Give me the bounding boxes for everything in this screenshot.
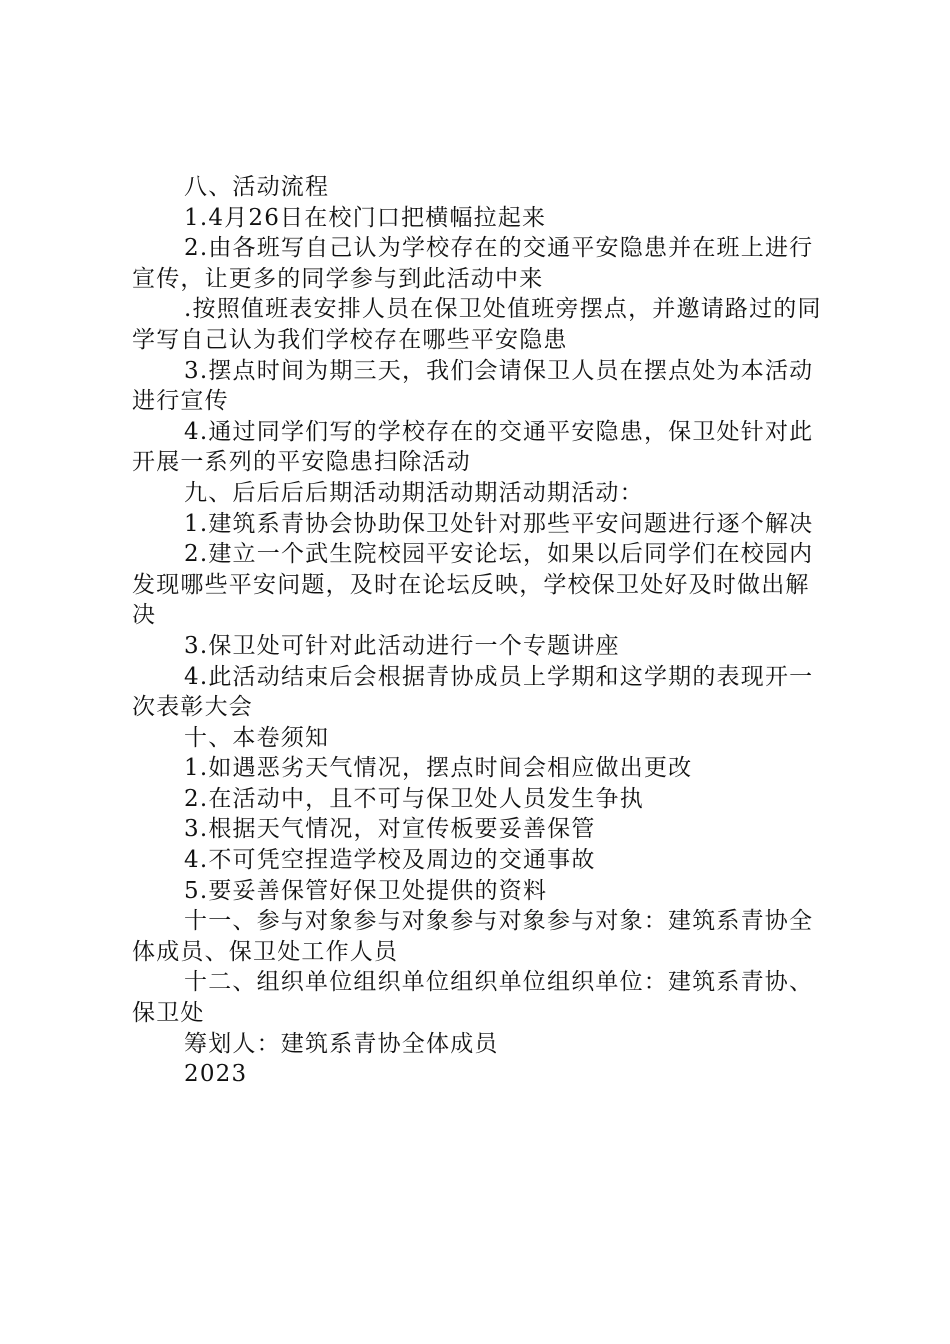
- paragraph-item: 3.根据天气情况，对宣传板要妥善保管: [184, 816, 596, 843]
- paragraph-item: 4.通过同学们写的学校存在的交通平安隐患，保卫处针对此开展一系列的平安隐患扫除活动: [132, 418, 814, 476]
- paragraph-item: 2.由各班写自己认为学校存在的交通平安隐患并在班上进行宣传，让更多的同学参与到此活动中来: [132, 235, 814, 292]
- paragraph-item: 1.4月26日在校门口把横幅拉起来: [184, 204, 547, 231]
- paragraph-item: 1.如遇恶劣天气情况，摆点时间会相应做出更改: [184, 755, 693, 782]
- planner-line: 筹划人：建筑系青协全体成员: [184, 1030, 499, 1057]
- paragraph-item: 4.不可凭空捏造学校及周边的交通事故: [184, 847, 596, 874]
- paragraph-item: .按照值班表安排人员在保卫处值班旁摆点，并邀请路过的同学写自己认为我们学校存在哪些平安隐患: [132, 296, 822, 353]
- section-heading-9: 九、后后后后期活动期活动期活动期活动：: [184, 479, 644, 506]
- paragraph-item: 4.此活动结束后会根据青协成员上学期和这学期的表现开一次表彰大会: [132, 663, 814, 721]
- document-body: [132, 172, 832, 1090]
- paragraph-item: 1.建筑系青协会协助保卫处针对那些平安问题进行逐个解决: [184, 510, 814, 537]
- paragraph-item: 2.在活动中，且不可与保卫处人员发生争执: [184, 785, 644, 812]
- section-heading-12: 十二、组织单位组织单位组织单位组织单位：建筑系青协、保卫处: [132, 969, 814, 1027]
- section-heading-10: 十、本卷须知: [184, 724, 330, 751]
- year-line: 2023: [184, 1061, 248, 1088]
- paragraph-item: 3.摆点时间为期三天，我们会请保卫人员在摆点处为本活动进行宣传: [132, 357, 814, 415]
- paragraph-item: 5.要妥善保管好保卫处提供的资料: [184, 877, 548, 904]
- paragraph-item: 2.建立一个武生院校园平安论坛，如果以后同学们在校园内发现哪些平安问题，及时在论坛反映，学校保卫处好及时做出解决: [132, 541, 814, 629]
- paragraph-item: 3.保卫处可针对此活动进行一个专题讲座: [184, 632, 620, 659]
- section-heading-8: 八、活动流程: [184, 174, 330, 200]
- section-heading-11: 十一、参与对象参与对象参与对象参与对象：建筑系青协全体成员、保卫处工作人员: [132, 908, 814, 965]
